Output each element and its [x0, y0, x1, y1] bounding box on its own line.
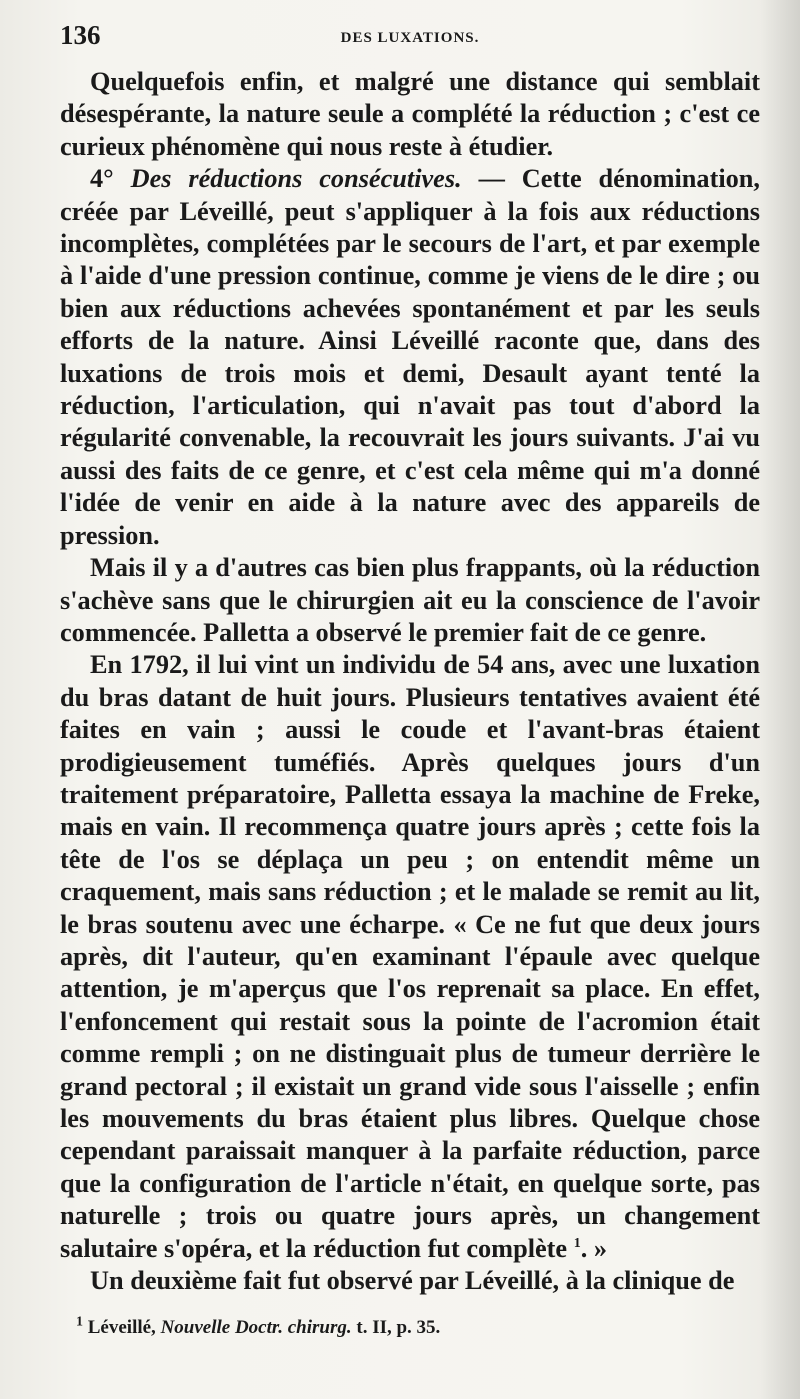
- paragraph-5-text: Un deuxième fait fut observé par Léveillé, à la clinique de: [90, 1266, 735, 1296]
- paragraph-4-tail: . »: [580, 1233, 607, 1263]
- paragraph-4-text: En 1792, il lui vint un individu de 54 ans, avec une luxation du bras datant de huit jours. Plusieurs tentatives avaient été faites en vain ; aussi le coude et l'avant-bras étaient prodigieusement tuméfiés. Après quelques jours d'un traitement préparatoire, Palletta essaya la machine de Freke, mais en vain. Il recommença quatre jours après ; cette fois la tête de l'os se déplaça un peu ; on entendit même un craquement, mais sans réduction ; et le malade se remit au lit, le bras soutenu avec une écharpe. « Ce ne fut que deux jours après, dit l'auteur, qu'en examinant l'épaule avec quelque attention, je m'aperçus que l'os reprenait sa place. En effet, l'enfoncement qui restait sous la pointe de l'acromion était comme rempli ; on ne distinguait plus de tumeur derrière le grand pectoral ; il existait un grand vide sous l'aisselle ; enfin les mouvements du bras étaient plus libres. Quelque chose cependant paraissait manquer à la parfaite réduction, parce que la configuration de l'article n'était, en quelque sorte, pas naturelle ; trois ou quatre jours après, un changement salutaire s'opéra, et la réduction fut complète: [60, 650, 760, 1263]
- footnote: [60, 1314, 760, 1339]
- paragraph-2: [60, 163, 760, 552]
- page-header: [60, 18, 760, 58]
- paragraph-5: [60, 1265, 760, 1297]
- footnote-reference: 1: [573, 1235, 581, 1251]
- paragraph-3-text: Mais il y a d'autres cas bien plus frappants, où la réduction s'achève sans que le chirurgien ait eu la conscience de l'avoir commencée. Palletta a observé le premier fait de ce genre.: [60, 553, 760, 647]
- section-number: 4°: [90, 164, 114, 194]
- page-number: 136: [60, 20, 101, 50]
- paragraph-1: [60, 66, 760, 163]
- paragraph-2-text: — Cette dénomination, créée par Léveillé, peut s'appliquer à la fois aux réductions incomplètes, complétées par le secours de l'art, et par exemple à l'aide d'une pression continue, comme je viens de le dire ; ou bien aux réductions achevées spontanément et par les seuls efforts de la nature. Ainsi Léveillé raconte que, dans des luxations de trois mois et demi, Desault ayant tenté la réduction, l'articulation, qui n'avait pas tout d'abord la régularité convenable, la recouvrait les jours suivants. J'ai vu aussi des faits de ce genre, et c'est cela même qui m'a donné l'idée de venir en aide à la nature avec des appareils de pression.: [60, 164, 760, 550]
- page-edge-shadow: [760, 0, 800, 1399]
- footnote-ref: t. II, p. 35.: [356, 1317, 441, 1338]
- body-text: [60, 66, 760, 1297]
- running-head: DES LUXATIONS.: [340, 30, 480, 46]
- footnote-author: Léveillé,: [87, 1317, 156, 1338]
- paragraph-4: [60, 649, 760, 1265]
- footnote-marker: 1: [76, 1314, 83, 1330]
- paragraph-3: [60, 552, 760, 649]
- footnote-title: Nouvelle Doctr. chirurg.: [160, 1317, 352, 1338]
- section-heading: Des réductions consécutives.: [130, 164, 462, 194]
- paragraph-1-text: Quelquefois enfin, et malgré une distance qui semblait désespérante, la nature seule a complété la réduction ; c'est ce curieux phénomène qui nous reste à étudier.: [60, 67, 760, 161]
